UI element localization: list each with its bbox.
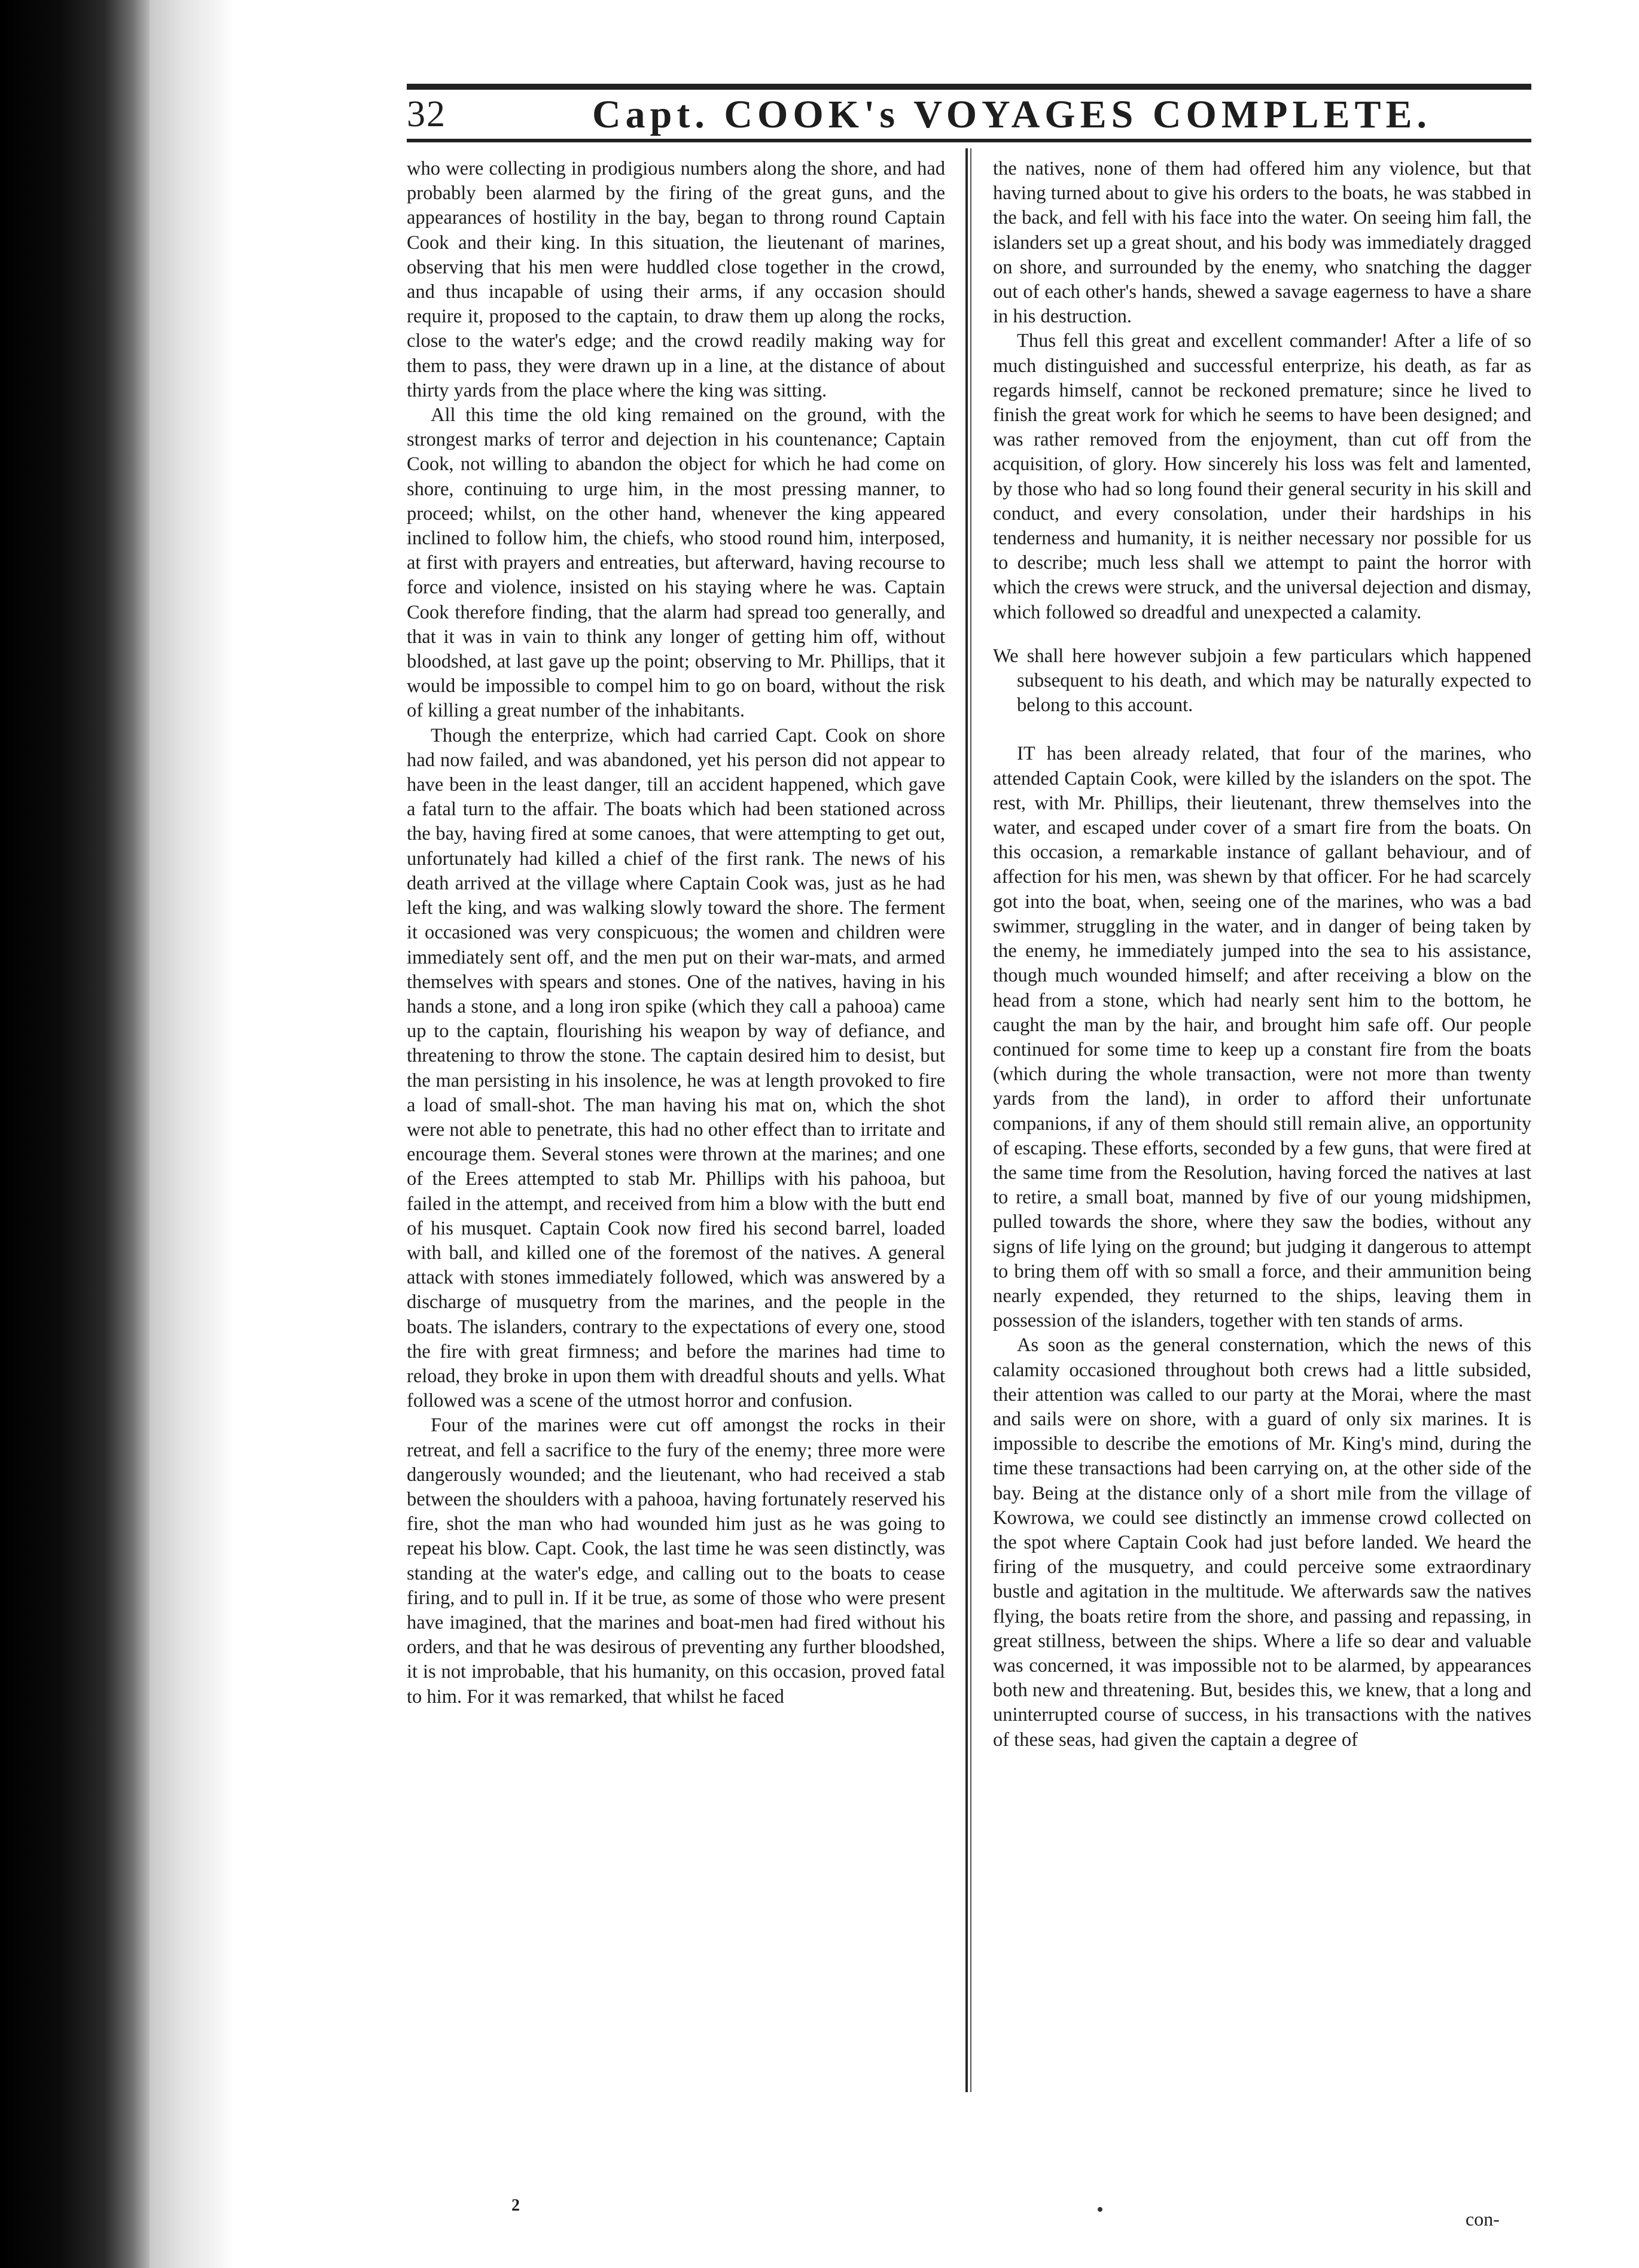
paragraph: As soon as the general consternation, which the news of this calamity occasioned throughout both crews had a little subsided, their attention was called to our party at the Morai, where the mast and sails were on shore, with a guard of only six marines. It is impossible to describe the emotions of Mr. King's mind, during the time these transactions had been carrying on, at the other side of the bay. Being at the distance only of a short mile from the village of Kowrowa, we could see distinctly an immense crowd collected on the spot where Captain Cook had just before landed. We heard the firing of the musquetry, and could perceive some extraordinary bustle and agitation in the multitude. We afterwards saw the natives flying, the boats retire from the shore, and passing and repassing, in great stillness, between the ships. Where a life so dear and valuable was concerned, it was impossible not to be alarmed, by appearances both new and threatening. But, besides this, we knew, that a long and uninterrupted course of success, in his transactions with the natives of these seas, had given the captain a degree of <box>993 1334 1531 1751</box>
signature-mark: 2 <box>511 2196 520 2215</box>
header-rule <box>407 139 1531 142</box>
paragraph: the natives, none of them had offered him any violence, but that having turned about to give his orders to the boats, he was stabbed in the back, and fell with his face into the water. On seeing him fall, the islanders set up a great shout, and his body was immediately dragged on shore, and surrounded by the enemy, who snatching the dagger out of each other's hands, shewed a savage eagerness to have a share in his destruction. <box>993 158 1531 328</box>
paragraph: All this time the old king remained on the ground, with the strongest marks of terror and dejection in his countenance; Captain Cook, not willing to abandon the object for which he had come on shore, continuing to urge him, in the most pressing manner, to proceed; whilst, on the other hand, whenever the king appeared inclined to follow him, the chiefs, who stood round him, interposed, at first with prayers and entreaties, but afterward, having recourse to force and violence, insisted on his staying where he was. Captain Cook therefore finding, that the alarm had spread too generally, and that it was in vain to think any longer of getting him off, without bloodshed, at last gave up the point; observing to Mr. Phillips, that it would be impossible to compel him to go on board, without the risk of killing a great number of the inhabitants. <box>407 404 945 722</box>
paragraph: who were collecting in prodigious numbers along the shore, and had probably been alarmed by the firing of the great guns, and the appearances of hostility in the bay, began to throng round Captain Cook and their king. In this situation, the lieutenant of marines, observing that his men were huddled close together in the crowd, and thus incapable of using their arms, if any occasion should require it, proposed to the captain, to draw them up along the rocks, close to the water's edge; and the crowd readily making way for them to pass, they were drawn up in a line, at the distance of about thirty yards from the place where the king was sitting. <box>407 158 945 401</box>
catchword: con- <box>1466 2208 1500 2230</box>
paragraph: Though the enterprize, which had carried Capt. Cook on shore had now failed, and was abandoned, yet his person did not appear to have been in the least danger, till an accident happened, which gave a fatal turn to the affair. The boats which had been stationed across the bay, having fired at some canoes, that were attempting to get out, unfortunately had killed a chief of the first rank. The news of his death arrived at the village where Captain Cook was, just as he had left the king, and was walking slowly toward the shore. The ferment it occasioned was very conspicuous; the women and children were immediately sent off, and the men put on their war-mats, and armed themselves with spears and stones. One of the natives, having in his hands a stone, and a long iron spike (which they call a pahooa) came up to the captain, flourishing his weapon by way of defiance, and threatening to throw the stone. The captain desired him to desist, but the man persisting in his insolence, he was at length provoked to fire a load of small-shot. The man having his mat on, which the shot were not able to penetrate, this had no other effect than to irritate and encourage them. Several stones were thrown at the marines; and one of the Erees attempted to stab Mr. Phillips with his pahooa, but failed in the attempt, and received from him a blow with the butt end of his musquet. Captain Cook now fired his second barrel, loaded with ball, and killed one of the foremost of the natives. A general attack with stones immediately followed, which was answered by a discharge of musquetry from the marines, and the people in the boats. The islanders, contrary to the expectations of every one, stood the fire with great firmness; and before the marines had time to reload, they broke in upon them with dreadful shouts and yells. What followed was a scene of the utmost horror and confusion. <box>407 724 945 1412</box>
top-rule <box>407 84 1531 90</box>
column-divider <box>965 148 968 2092</box>
page-edge-shadow <box>150 0 233 2268</box>
left-column <box>407 157 945 1709</box>
ink-dot <box>1098 2207 1102 2212</box>
right-column <box>993 157 1531 1752</box>
running-title: Capt. COOK's VOYAGES COMPLETE. <box>592 93 1432 136</box>
paragraph: We shall here however subjoin a few particulars which happened subsequent to his death, and which may be naturally expected to belong to this account. <box>993 645 1531 717</box>
page-header <box>407 90 1531 138</box>
scan-binding-shadow <box>0 0 150 2268</box>
paragraph: IT has been already related, that four of the marines, who attended Captain Cook, were killed by the islanders on the spot. The rest, with Mr. Phillips, their lieutenant, threw themselves into the water, and escaped under cover of a smart fire from the boats. On this occasion, a remarkable instance of gallant behaviour, and of affection for his men, was shewn by that officer. For he had scarcely got into the boat, when, seeing one of the marines, who was a bad swimmer, struggling in the water, and in danger of being taken by the enemy, he immediately jumped into the sea to his assistance, though much wounded himself; and after receiving a blow on the head from a stone, which had nearly sent him to the bottom, he caught the man by the hair, and brought him safe off. Our people continued for some time to keep up a constant fire from the boats (which during the whole transaction, were not more than twenty yards from the land), in order to afford their unfortunate companions, if any of them should still remain alive, an opportunity of escaping. These efforts, seconded by a few guns, that were fired at the same time from the Resolution, having forced the natives at last to retire, a small boat, manned by five of our young midshipmen, pulled towards the shore, where they saw the bodies, without any signs of life lying on the ground; but judging it dangerous to attempt to bring them off with so small a force, and their ammunition being nearly expended, they returned to the ships, leaving them in possession of the islanders, together with ten stands of arms. <box>993 743 1531 1332</box>
column-divider-secondary <box>970 148 971 2092</box>
paragraph: Thus fell this great and excellent commander! After a life of so much distinguished and successful enterprize, his death, as far as regards himself, cannot be reckoned premature; since he lived to finish the great work for which he seems to have been designed; and was rather removed from the enjoyment, than cut off from the acquisition, of glory. How sincerely his loss was felt and lamented, by those who had so long found their general security in his skill and conduct, and every consolation, under their hardships in his tenderness and humanity, it is neither necessary nor possible for us to describe; much less shall we attempt to paint the horror with which the crews were struck, and the universal dejection and dismay, which followed so dreadful and unexpected a calamity. <box>993 330 1531 623</box>
page-number: 32 <box>407 94 446 135</box>
paragraph: Four of the marines were cut off amongst the rocks in their retreat, and fell a sacrifice to the fury of the enemy; three more were dangerously wounded; and the lieutenant, who had received a stab between the shoulders with a pahooa, having fortunately reserved his fire, shot the man who had wounded him just as he was going to repeat his blow. Capt. Cook, the last time he was seen distinctly, was standing at the water's edge, and calling out to the boats to cease firing, and to pull in. If it be true, as some of those who were present have imagined, that the marines and boat-men had fired without his orders, and that he was desirous of preventing any further bloodshed, it is not improbable, that his humanity, on this occasion, proved fatal to him. For it was remarked, that whilst he faced <box>407 1415 945 1708</box>
